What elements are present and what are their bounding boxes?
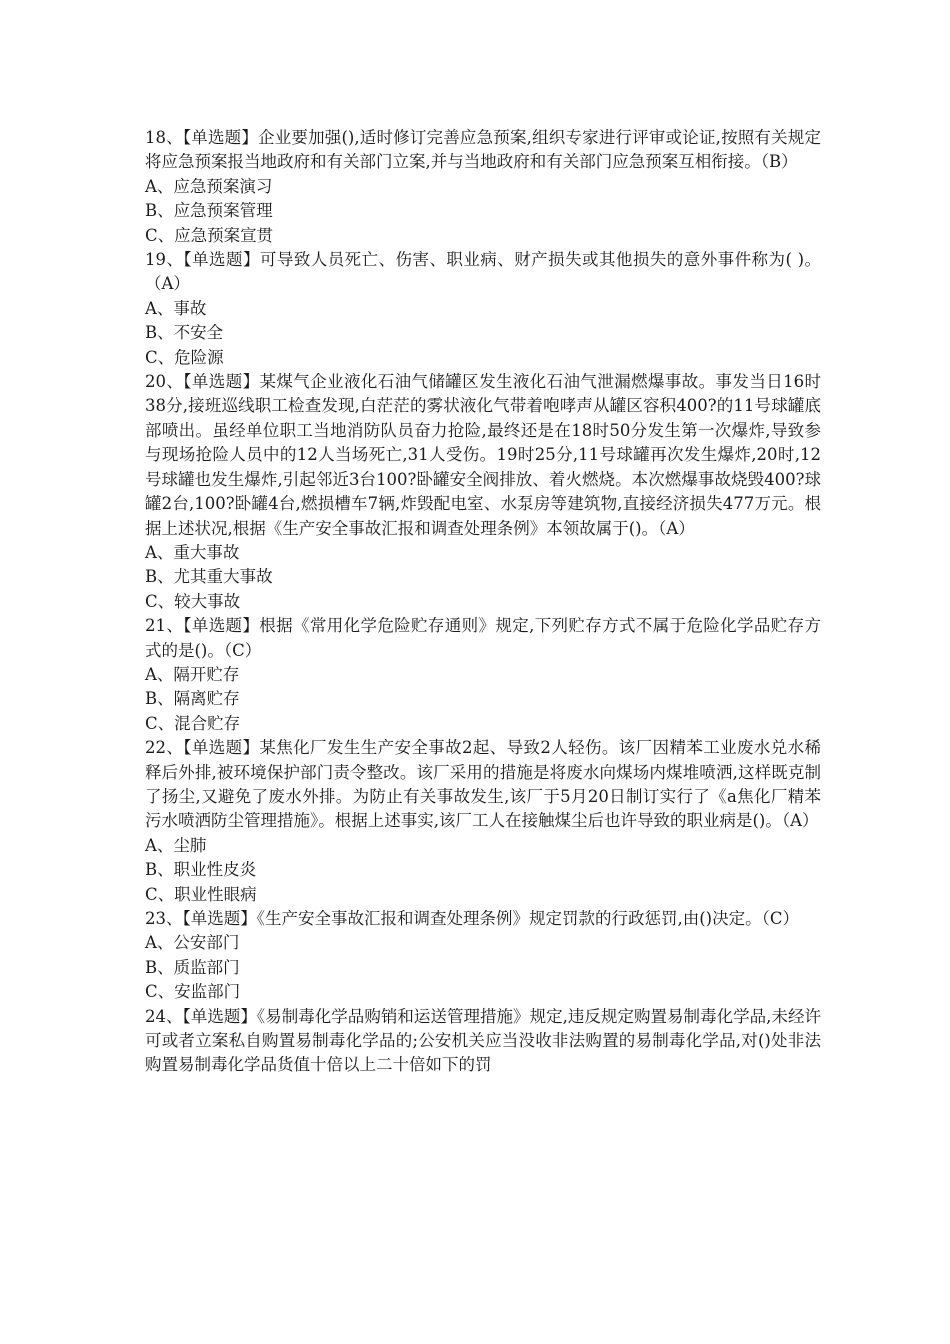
- option-b: B、不安全: [145, 323, 224, 343]
- question-text: 21、【单选题】根据《常用化学危险贮存通则》规定,下列贮存方式不属于危险化学品贮存方式的是()。（C）: [145, 616, 821, 660]
- option-c: C、应急预案宣贯: [145, 225, 274, 245]
- question-text: 19、【单选题】可导致人员死亡、伤害、职业病、财产损失或其他损失的意外事件称为( )。（A）: [145, 250, 821, 294]
- option-b: B、职业性皮炎: [145, 860, 257, 880]
- option-a: A、重大事故: [145, 542, 240, 562]
- option-b: B、质监部门: [145, 957, 240, 977]
- question-text: 22、【单选题】某焦化厂发生生产安全事故2起、导致2人轻伤。该厂因精苯工业废水兑水稀释后外排,被环境保护部门责令整改。该厂采用的措施是将废水向煤场内煤堆喷洒,这样既克制了扬尘,又避免了废水外排。为防止有关事故发生,该厂于5月20日制订实行了《a焦化厂精苯污水喷洒防尘管理措施》。根据上述事实,该厂工人在接触煤尘后也许导致的职业病是()。（A）: [145, 738, 821, 831]
- question-text: 20、【单选题】某煤气企业液化石油气储罐区发生液化石油气泄漏燃爆事故。事发当日16时38分,接班巡线职工检查发现,白茫茫的雾状液化气带着咆哮声从罐区容积400?的11号球罐底部喷出。虽经单位职工当地消防队员奋力抢险,最终还是在18时50分发生第一次爆炸,导致参与现场抢险人员中的12人当场死亡,31人受伤。19时25分,11号球罐再次发生爆炸,20时,12号球罐也发生爆炸,引起邻近3台100?卧罐安全阀排放、着火燃烧。本次燃爆事故烧毁400?球罐2台,100?卧罐4台,燃损槽车7辆,炸毁配电室、水泵房等建筑物,直接经济损失477万元。根据上述状况,根据《生产安全事故汇报和调查处理条例》本领故属于()。（A）: [145, 372, 821, 538]
- question-23: [145, 907, 821, 1005]
- question-text: 18、【单选题】企业要加强(),适时修订完善应急预案,组织专家进行评审或论证,按照有关规定将应急预案报当地政府和有关部门立案,并与当地政府和有关部门应急预案互相衔接。（B）: [145, 128, 821, 172]
- option-a: A、尘肺: [145, 835, 207, 855]
- option-b: B、隔离贮存: [145, 689, 240, 709]
- option-b: B、尤其重大事故: [145, 567, 273, 587]
- option-c: C、危险源: [145, 347, 224, 367]
- option-c: C、职业性眼病: [145, 884, 257, 904]
- option-a: A、应急预案演习: [145, 176, 273, 196]
- question-20: [145, 370, 821, 614]
- question-24: [145, 1005, 821, 1078]
- document-page: [145, 126, 821, 1078]
- option-a: A、公安部门: [145, 933, 240, 953]
- option-a: A、事故: [145, 298, 207, 318]
- question-18: [145, 126, 821, 248]
- question-text: 24、【单选题】《易制毒化学品购销和运送管理措施》规定,违反规定购置易制毒化学品,未经许可或者立案私自购置易制毒化学品的;公安机关应当没收非法购置的易制毒化学品,对()处非法购置易制毒化学品货值十倍以上二十倍如下的罚: [145, 1006, 821, 1075]
- question-22: [145, 736, 821, 907]
- option-b: B、应急预案管理: [145, 201, 273, 221]
- question-text: 23、【单选题】《生产安全事故汇报和调查处理条例》规定罚款的行政惩罚,由()决定。（C）: [145, 909, 799, 928]
- option-c: C、安监部门: [145, 982, 241, 1002]
- question-21: [145, 614, 821, 736]
- option-c: C、混合贮存: [145, 713, 241, 733]
- option-c: C、较大事故: [145, 591, 241, 611]
- option-a: A、隔开贮存: [145, 664, 240, 684]
- question-19: [145, 248, 821, 370]
